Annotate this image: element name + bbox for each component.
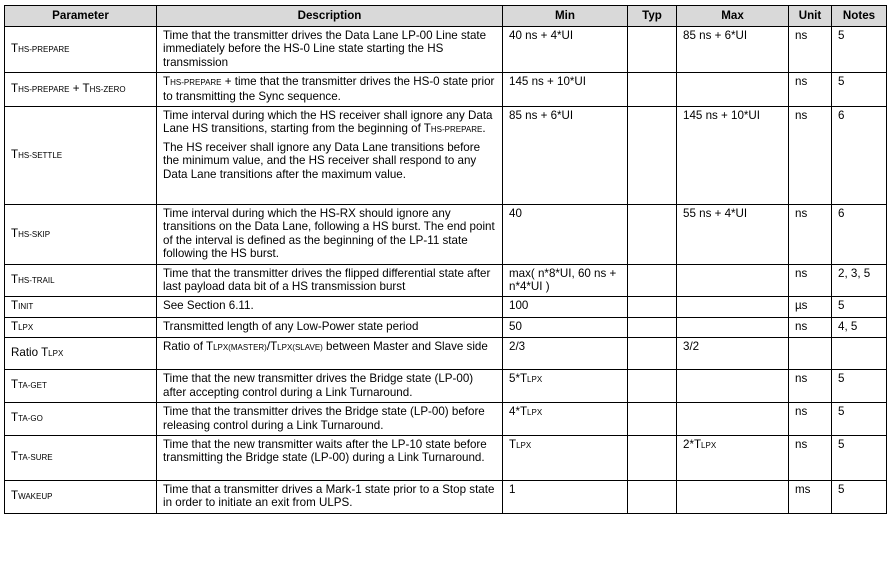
header-description: Description bbox=[157, 6, 503, 27]
table-row bbox=[5, 264, 887, 297]
header-unit: Unit bbox=[789, 6, 832, 27]
max-cell: 55 ns + 4*UI bbox=[677, 205, 789, 265]
typ-cell bbox=[628, 27, 677, 73]
description-cell: Time that the new transmitter drives the Bridge state (LP-00) after accepting control during a Link Turnaround. bbox=[157, 370, 503, 403]
param-cell: THS-PREPARE + THS-ZERO bbox=[5, 73, 157, 107]
max-cell: 85 ns + 6*UI bbox=[677, 27, 789, 73]
typ-cell bbox=[628, 205, 677, 265]
param-cell: TTA-GO bbox=[5, 403, 157, 436]
description-paragraph: The HS receiver shall ignore any Data Lane transitions before the minimum value, and the HS receiver shall respond to any Data Lane transitions after the maximum value. bbox=[163, 140, 481, 181]
max-cell bbox=[677, 73, 789, 107]
min-cell: 100 bbox=[503, 297, 628, 317]
notes-cell: 4, 5 bbox=[832, 317, 887, 337]
max-cell: 3/2 bbox=[677, 338, 789, 370]
max-cell: 145 ns + 10*UI bbox=[677, 107, 789, 205]
notes-cell: 5 bbox=[832, 480, 887, 513]
unit-cell: µs bbox=[789, 297, 832, 317]
description-cell: Ratio of TLPX(MASTER)/TLPX(SLAVE) between Master and Slave side bbox=[157, 338, 503, 370]
header-typ: Typ bbox=[628, 6, 677, 27]
header-parameter: Parameter bbox=[5, 6, 157, 27]
max-cell: 2*TLPX bbox=[677, 435, 789, 480]
unit-cell: ns bbox=[789, 27, 832, 73]
description-cell: Time that the transmitter drives the Data Lane LP-00 Line state immediately before the HS-0 Line state starting the HS transmission bbox=[157, 27, 503, 73]
description-cell: Time that a transmitter drives a Mark-1 state prior to a Stop state in order to initiate an exit from ULPS. bbox=[157, 480, 503, 513]
table-row bbox=[5, 435, 887, 480]
notes-cell: 5 bbox=[832, 370, 887, 403]
min-cell: 4*TLPX bbox=[503, 403, 628, 436]
min-cell: 2/3 bbox=[503, 338, 628, 370]
param-cell: THS-PREPARE bbox=[5, 27, 157, 73]
unit-cell: ns bbox=[789, 435, 832, 480]
min-cell: 50 bbox=[503, 317, 628, 337]
header-min: Min bbox=[503, 6, 628, 27]
description-cell: See Section 6.11. bbox=[157, 297, 503, 317]
unit-cell: ns bbox=[789, 264, 832, 297]
description-cell: Time that the transmitter drives the Bridge state (LP-00) before releasing control during a Link Turnaround. bbox=[157, 403, 503, 436]
param-cell: TTA-GET bbox=[5, 370, 157, 403]
unit-cell: ns bbox=[789, 107, 832, 205]
param-cell: THS-SETTLE bbox=[5, 107, 157, 205]
table-row bbox=[5, 27, 887, 73]
min-cell: 40 bbox=[503, 205, 628, 265]
min-cell: 145 ns + 10*UI bbox=[503, 73, 628, 107]
max-cell bbox=[677, 480, 789, 513]
typ-cell bbox=[628, 370, 677, 403]
param-cell: THS-TRAIL bbox=[5, 264, 157, 297]
notes-cell: 2, 3, 5 bbox=[832, 264, 887, 297]
param-cell: TWAKEUP bbox=[5, 480, 157, 513]
param-cell: THS-SKIP bbox=[5, 205, 157, 265]
min-cell: 1 bbox=[503, 480, 628, 513]
unit-cell: ms bbox=[789, 480, 832, 513]
max-cell bbox=[677, 264, 789, 297]
description-cell: Transmitted length of any Low-Power state period bbox=[157, 317, 503, 337]
table-row bbox=[5, 73, 887, 107]
table-row bbox=[5, 480, 887, 513]
max-cell bbox=[677, 403, 789, 436]
description-paragraph: Time interval during which the HS receiver shall ignore any Data Lane HS transitions, starting from the beginning of THS-PREPARE. bbox=[163, 109, 493, 136]
unit-cell: ns bbox=[789, 317, 832, 337]
min-cell: max( n*8*UI, 60 ns + n*4*UI ) bbox=[503, 264, 628, 297]
table-row bbox=[5, 317, 887, 337]
typ-cell bbox=[628, 73, 677, 107]
notes-cell: 6 bbox=[832, 205, 887, 265]
min-cell: 5*TLPX bbox=[503, 370, 628, 403]
table-row bbox=[5, 205, 887, 265]
typ-cell bbox=[628, 107, 677, 205]
param-cell: TTA-SURE bbox=[5, 435, 157, 480]
unit-cell bbox=[789, 338, 832, 370]
min-cell: TLPX bbox=[503, 435, 628, 480]
notes-cell bbox=[832, 338, 887, 370]
timing-parameters-table bbox=[4, 5, 887, 514]
table-row bbox=[5, 403, 887, 436]
table-row bbox=[5, 338, 887, 370]
unit-cell: ns bbox=[789, 73, 832, 107]
max-cell bbox=[677, 317, 789, 337]
description-cell: Time that the new transmitter waits after the LP-10 state before transmitting the Bridge state (LP-00) during a Link Turnaround. bbox=[157, 435, 503, 480]
param-cell: TLPX bbox=[5, 317, 157, 337]
table-row bbox=[5, 370, 887, 403]
notes-cell: 5 bbox=[832, 73, 887, 107]
description-cell: THS-PREPARE + time that the transmitter drives the HS-0 state prior to transmitting the Sync sequence. bbox=[157, 73, 503, 107]
min-cell: 85 ns + 6*UI bbox=[503, 107, 628, 205]
max-cell bbox=[677, 297, 789, 317]
table-row bbox=[5, 297, 887, 317]
description-cell bbox=[157, 107, 503, 205]
typ-cell bbox=[628, 297, 677, 317]
param-cell: TINIT bbox=[5, 297, 157, 317]
typ-cell bbox=[628, 317, 677, 337]
notes-cell: 6 bbox=[832, 107, 887, 205]
notes-cell: 5 bbox=[832, 297, 887, 317]
header-notes: Notes bbox=[832, 6, 887, 27]
notes-cell: 5 bbox=[832, 435, 887, 480]
typ-cell bbox=[628, 435, 677, 480]
min-cell: 40 ns + 4*UI bbox=[503, 27, 628, 73]
unit-cell: ns bbox=[789, 205, 832, 265]
description-cell: Time that the transmitter drives the flipped differential state after last payload data bit of a HS transmission burst bbox=[157, 264, 503, 297]
header-max: Max bbox=[677, 6, 789, 27]
typ-cell bbox=[628, 480, 677, 513]
max-cell bbox=[677, 370, 789, 403]
notes-cell: 5 bbox=[832, 27, 887, 73]
unit-cell: ns bbox=[789, 403, 832, 436]
description-cell: Time interval during which the HS-RX should ignore any transitions on the Data Lane, following a HS burst. The end point of the interval is defined as the beginning of the LP-11 state following the HS burst. bbox=[157, 205, 503, 265]
notes-cell: 5 bbox=[832, 403, 887, 436]
typ-cell bbox=[628, 403, 677, 436]
unit-cell: ns bbox=[789, 370, 832, 403]
param-cell: Ratio TLPX bbox=[5, 338, 157, 370]
table-row bbox=[5, 107, 887, 205]
table-header-row bbox=[5, 6, 887, 27]
typ-cell bbox=[628, 338, 677, 370]
typ-cell bbox=[628, 264, 677, 297]
